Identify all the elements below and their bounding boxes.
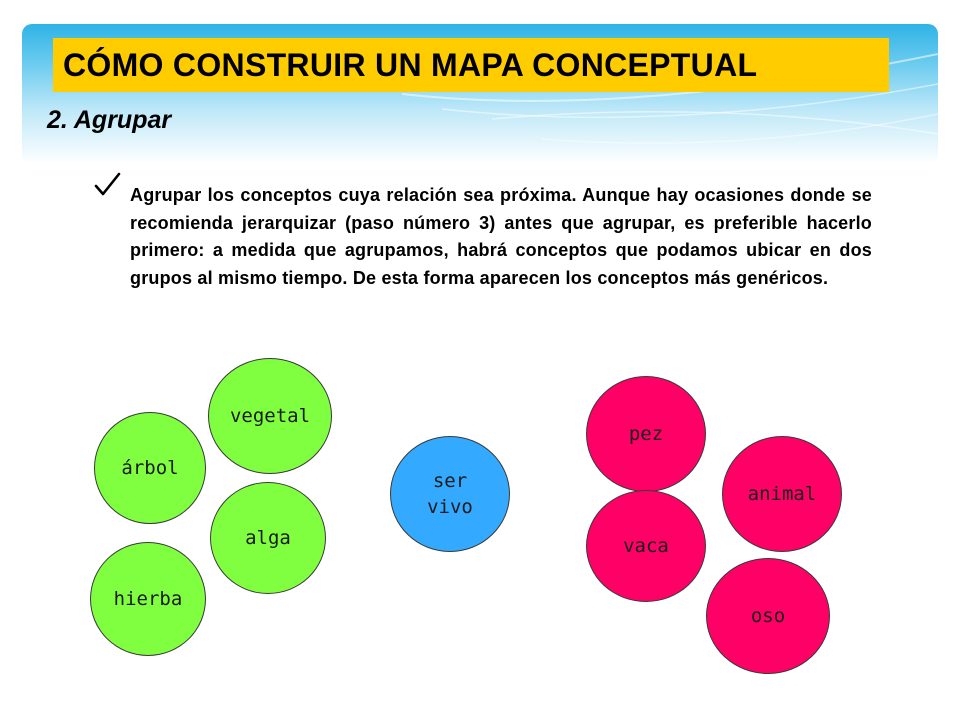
concept-label: hierba	[113, 588, 183, 610]
concept-label: vivo	[427, 496, 473, 518]
concept-label: alga	[245, 527, 291, 549]
section-subtitle: 2. Agrupar	[47, 106, 172, 134]
concept-label: ser	[432, 470, 468, 492]
concept-bubble-alga	[210, 482, 326, 594]
concept-bubble-vaca	[586, 490, 706, 602]
concept-bubble-arbol	[94, 412, 206, 524]
concept-bubble-pez	[586, 376, 706, 492]
concept-label: animal	[747, 483, 817, 505]
concept-label: árbol	[121, 457, 179, 479]
bullet-paragraph: Agrupar los conceptos cuya relación sea próxima. Aunque hay ocasiones donde se recomienda jerarquizar (paso número 3) antes que agrupar, es preferible hacerlo primero: a medida que agrupamos, habrá conceptos que podamos ubicar en dos grupos al mismo tiempo. De esta forma aparecen los conceptos más genéricos.	[130, 185, 872, 288]
concept-bubble-hierba	[90, 542, 206, 656]
concept-label: vegetal	[229, 405, 311, 427]
concept-bubble-oso	[706, 558, 830, 674]
concept-bubble-vegetal	[208, 358, 332, 474]
title-banner	[53, 38, 889, 92]
concept-label: pez	[628, 423, 664, 445]
concept-label: oso	[750, 605, 786, 627]
concept-bubble-ser-vivo	[390, 436, 510, 552]
slide-title: CÓMO CONSTRUIR UN MAPA CONCEPTUAL	[63, 47, 758, 83]
concept-bubble-animal	[722, 436, 842, 552]
checkmark-icon	[92, 170, 122, 200]
concept-label: vaca	[623, 535, 669, 557]
